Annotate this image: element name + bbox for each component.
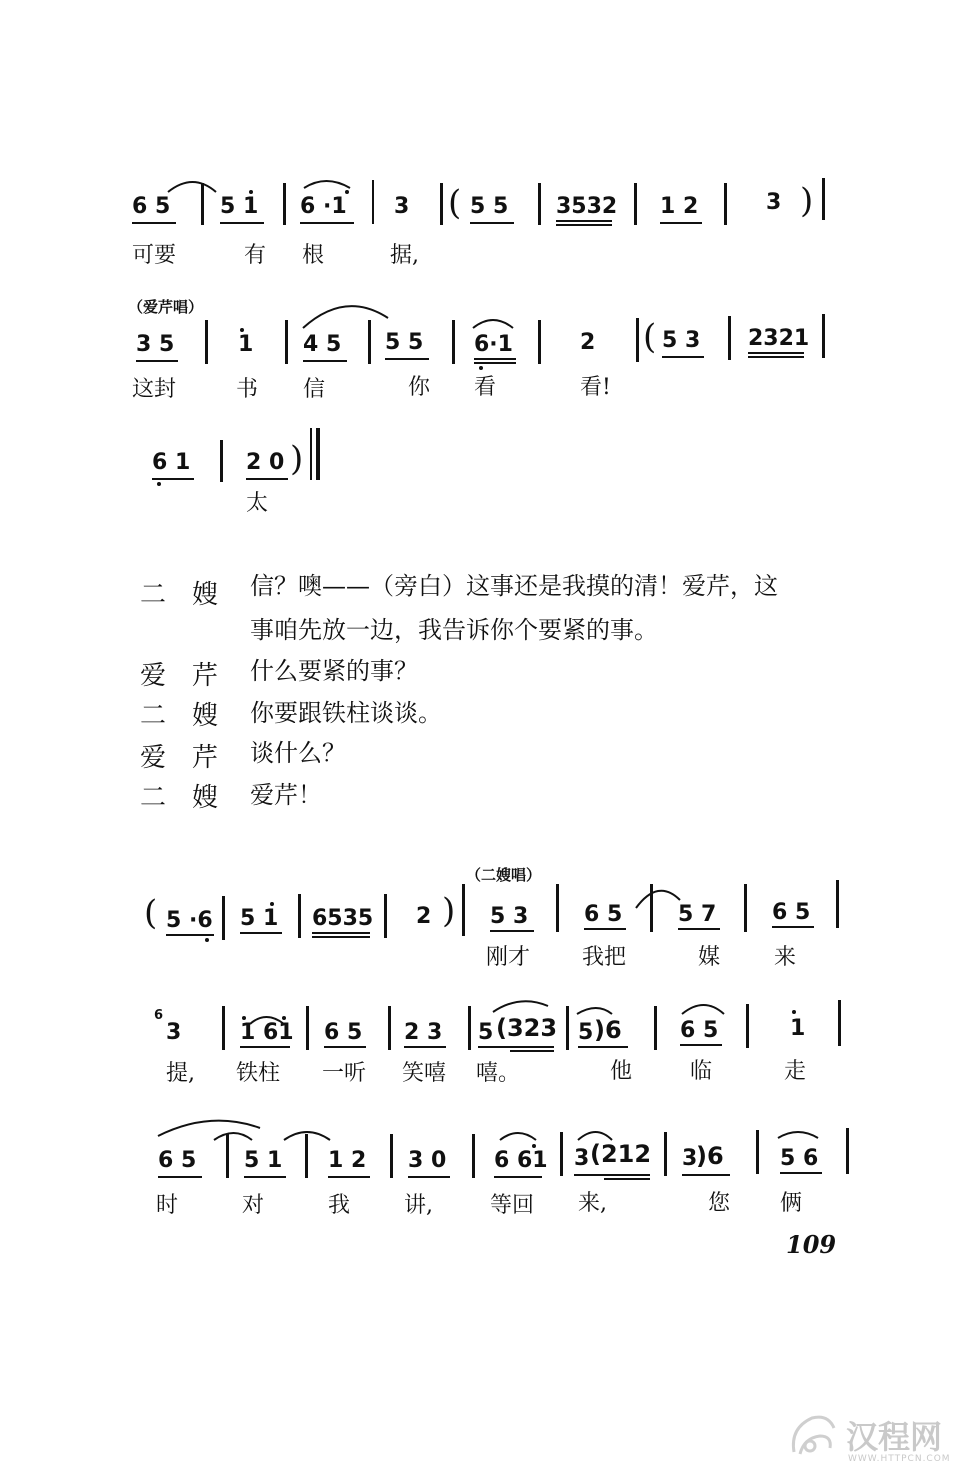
close-paren: ) bbox=[800, 181, 814, 221]
note: 1 2 bbox=[328, 1148, 367, 1173]
note: 1 bbox=[238, 332, 254, 357]
lyric: 来, bbox=[578, 1191, 607, 1216]
note: 6 5 bbox=[132, 194, 171, 219]
lyric: 走 bbox=[784, 1059, 807, 1084]
singer-cue: （爱芹唱） bbox=[128, 298, 204, 316]
note: 5 bbox=[478, 1020, 494, 1045]
lyric: 看! bbox=[580, 375, 611, 400]
note-group: (323 bbox=[496, 1014, 558, 1042]
lyric: 太 bbox=[246, 491, 269, 516]
note: 3 bbox=[394, 194, 410, 219]
note: 1 bbox=[790, 1016, 806, 1041]
note: 5 3 bbox=[662, 328, 701, 353]
note: 6535 bbox=[312, 906, 374, 931]
note: 5 1 bbox=[220, 194, 259, 219]
lyric: 信 bbox=[303, 377, 326, 402]
speech-line: 事咱先放一边，我告诉你个要紧的事。 bbox=[250, 616, 658, 644]
note: 5 bbox=[578, 1020, 594, 1045]
lyric: 一听 bbox=[322, 1061, 367, 1086]
page-number: 109 bbox=[786, 1230, 837, 1259]
watermark-logo-icon bbox=[784, 1408, 840, 1464]
lyric: 来 bbox=[774, 945, 797, 970]
lyric: 这封 bbox=[132, 377, 177, 402]
lyric: 嘻。 bbox=[476, 1061, 521, 1086]
note: 5 1 bbox=[244, 1148, 283, 1173]
note: 6 ·1 bbox=[300, 194, 347, 219]
lyric: 你 bbox=[408, 375, 431, 400]
note: 2 0 bbox=[246, 450, 285, 475]
lyric: 您 bbox=[708, 1191, 731, 1216]
lyric: 看 bbox=[474, 375, 497, 400]
note: 3 5 bbox=[136, 332, 175, 357]
watermark-url: WWW.HTTPCN.COM bbox=[848, 1454, 951, 1464]
note: 1 2 bbox=[660, 194, 699, 219]
speech-line: 信？噢——（旁白）这事还是我摸的清！爱芹，这 bbox=[250, 572, 778, 600]
note-group: )6 bbox=[594, 1016, 622, 1044]
note: 5 ·6 bbox=[166, 908, 213, 933]
note: 2321 bbox=[748, 326, 810, 351]
lyric: 据, bbox=[390, 243, 419, 268]
note: 3532 bbox=[556, 194, 618, 219]
note: 6 1 bbox=[152, 450, 191, 475]
note: 3 bbox=[574, 1146, 590, 1171]
note: 5 7 bbox=[678, 902, 717, 927]
note: 5 3 bbox=[490, 904, 529, 929]
note: 5 1 bbox=[240, 906, 279, 931]
speaker-name: 二 嫂 bbox=[140, 580, 219, 610]
note-group: (212 bbox=[590, 1140, 652, 1168]
lyric: 有 bbox=[244, 243, 267, 268]
close-paren: ) bbox=[290, 439, 304, 479]
note-group: )6 bbox=[696, 1142, 724, 1170]
lyric: 对 bbox=[242, 1193, 265, 1218]
note: 6 5 bbox=[324, 1020, 363, 1045]
lyric: 媒 bbox=[698, 945, 721, 970]
note: 6 5 bbox=[584, 902, 623, 927]
lyric: 可要 bbox=[132, 243, 177, 268]
grace-note: 6 bbox=[154, 1008, 164, 1023]
open-paren: ( bbox=[448, 183, 462, 223]
watermark-brand: 汉程网 bbox=[846, 1418, 943, 1456]
note: 3 bbox=[682, 1146, 698, 1171]
note: 6 5 bbox=[772, 900, 811, 925]
note: 3 bbox=[166, 1020, 182, 1045]
lyric: 根 bbox=[302, 243, 325, 268]
note: 3 bbox=[766, 190, 782, 215]
speech-line: 谈什么？ bbox=[250, 739, 346, 767]
lyric: 讲, bbox=[404, 1193, 433, 1218]
note: 5 6 bbox=[780, 1146, 819, 1171]
lyric: 他 bbox=[610, 1059, 633, 1084]
lyric: 俩 bbox=[780, 1191, 803, 1216]
note: 6·1 bbox=[474, 332, 513, 357]
speech-line: 什么要紧的事？ bbox=[250, 657, 418, 685]
lyric: 临 bbox=[690, 1059, 713, 1084]
lyric: 笑嘻 bbox=[402, 1061, 447, 1086]
note: 1 61 bbox=[240, 1020, 294, 1045]
lyric: 我把 bbox=[582, 945, 627, 970]
note: 6 5 bbox=[158, 1148, 197, 1173]
lyric: 刚才 bbox=[486, 945, 531, 970]
speech-line: 你要跟铁柱谈谈。 bbox=[250, 699, 442, 727]
note: 2 3 bbox=[404, 1020, 443, 1045]
note: 4 5 bbox=[303, 332, 342, 357]
lyric: 我 bbox=[328, 1193, 351, 1218]
open-paren: ( bbox=[643, 317, 657, 357]
lyric: 等回 bbox=[490, 1193, 535, 1218]
singer-cue: （二嫂唱） bbox=[466, 866, 542, 884]
lyric: 书 bbox=[236, 377, 259, 402]
close-paren: ) bbox=[442, 891, 456, 931]
lyric: 铁柱 bbox=[236, 1061, 281, 1086]
speaker-name: 二 嫂 bbox=[140, 783, 219, 813]
note: 6 5 bbox=[680, 1018, 719, 1043]
note: 2 bbox=[416, 904, 432, 929]
speaker-name: 二 嫂 bbox=[140, 701, 219, 731]
speaker-name: 爱 芹 bbox=[140, 743, 219, 773]
note: 3 0 bbox=[408, 1148, 447, 1173]
lyric: 时 bbox=[156, 1193, 179, 1218]
speech-line: 爱芹！ bbox=[250, 781, 322, 809]
note: 2 bbox=[580, 330, 596, 355]
note: 5 5 bbox=[470, 194, 509, 219]
note: 6 61 bbox=[494, 1148, 548, 1173]
note: 5 5 bbox=[385, 330, 424, 355]
speaker-name: 爱 芹 bbox=[140, 661, 219, 691]
lyric: 提, bbox=[166, 1061, 195, 1086]
open-paren: ( bbox=[144, 893, 158, 933]
